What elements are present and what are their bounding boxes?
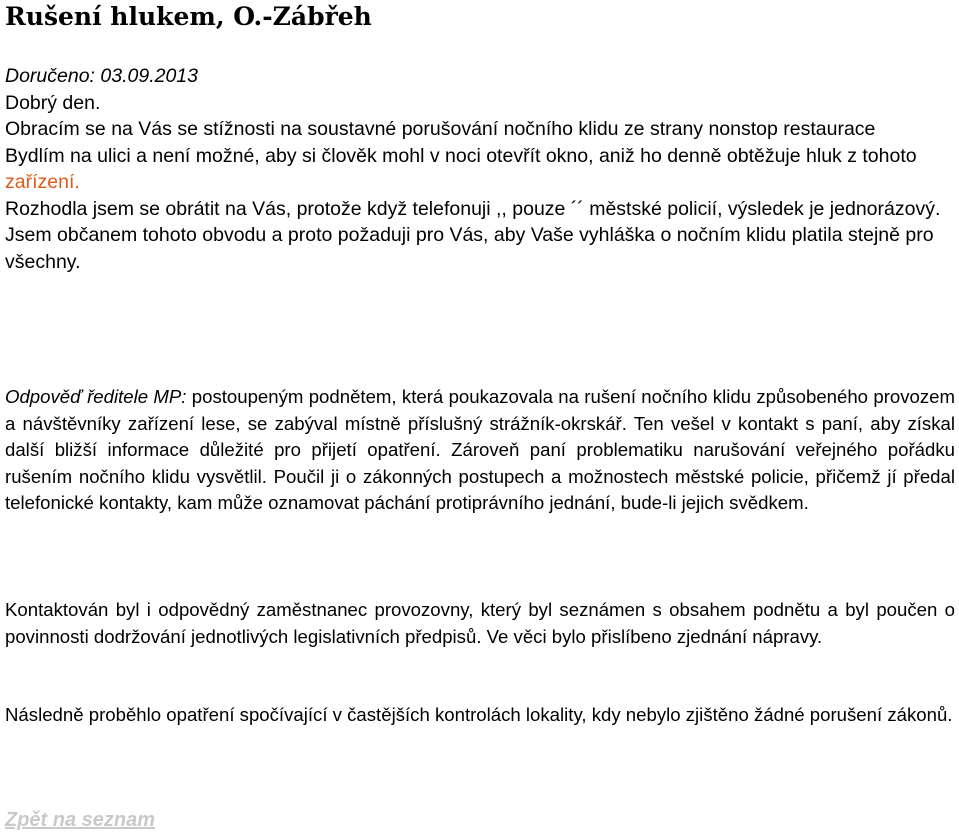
paragraph-3-text: Následně proběhlo opatření spočívající v častějších kontrolách lokality, kdy nebylo zjištěno žádné porušení zákonů. xyxy=(5,704,953,725)
response-label: Odpověď ředitele MP: xyxy=(5,386,187,407)
greeting: Dobrý den. xyxy=(5,91,101,114)
back-to-list-link[interactable]: Zpět na seznam xyxy=(5,809,156,831)
complaint-section xyxy=(5,63,955,275)
complaint-line-2 xyxy=(5,143,955,196)
received-line xyxy=(5,63,955,90)
complaint-line-2-text: Bydlím na ulici a není možné, aby si člověk mohl v noci otevřít okno, aniž ho denně obtěžuje hluk z tohoto xyxy=(5,144,917,167)
response-text: postoupeným podnětem, která poukazovala na rušení nočního klidu způsobeného provozem a návštěvníky zařízení lese, se zabýval místně příslušný strážník-okrskář. Ten vešel v kontakt s paní, aby získal další bližší informace důležité pro přijetí opatření. Zároveň paní problematiku narušování veřejného pořádku rušením nočního klidu vysvětlil. Poučil ji o zákonných postupech a možnostech městské policie, přičemž jí předal telefonické kontakty, kam může oznamovat páchání protiprávního jednání, bude-li jejich svědkem. xyxy=(5,386,955,513)
complaint-line-3: Rozhodla jsem se obrátit na Vás, protože když telefonuji ,, pouze ´´ městské policií, výsledek je jednorázový. xyxy=(5,197,941,220)
received-label: Doručeno: xyxy=(5,65,95,87)
response-paragraph-3 xyxy=(5,701,955,728)
complaint-line-4: Jsem občanem tohoto obvodu a proto požaduji pro Vás, aby Vaše vyhláška o nočním klidu platila stejně pro všechny. xyxy=(5,224,934,273)
response-paragraph xyxy=(5,384,955,517)
page-title: Rušení hlukem, O.-Zábřeh xyxy=(5,2,372,31)
document-page xyxy=(5,0,955,831)
paragraph-2-text: Kontaktován byl i odpovědný zaměstnanec provozovny, který byl seznámen s obsahem podnětu a byl poučen o povinnosti dodržování jednotlivých legislativních předpisů. Ve věci bylo přislíbeno zjednání nápravy. xyxy=(5,599,955,647)
director-response xyxy=(5,384,955,517)
response-paragraph-2 xyxy=(5,596,955,650)
complaint-line-1: Obracím se na Vás se stížnosti na soustavné porušování nočního klidu ze strany nonstop restaurace xyxy=(5,118,876,140)
complaint-line-2-accent: zařízení. xyxy=(5,171,80,193)
received-date: 03.09.2013 xyxy=(100,65,198,87)
